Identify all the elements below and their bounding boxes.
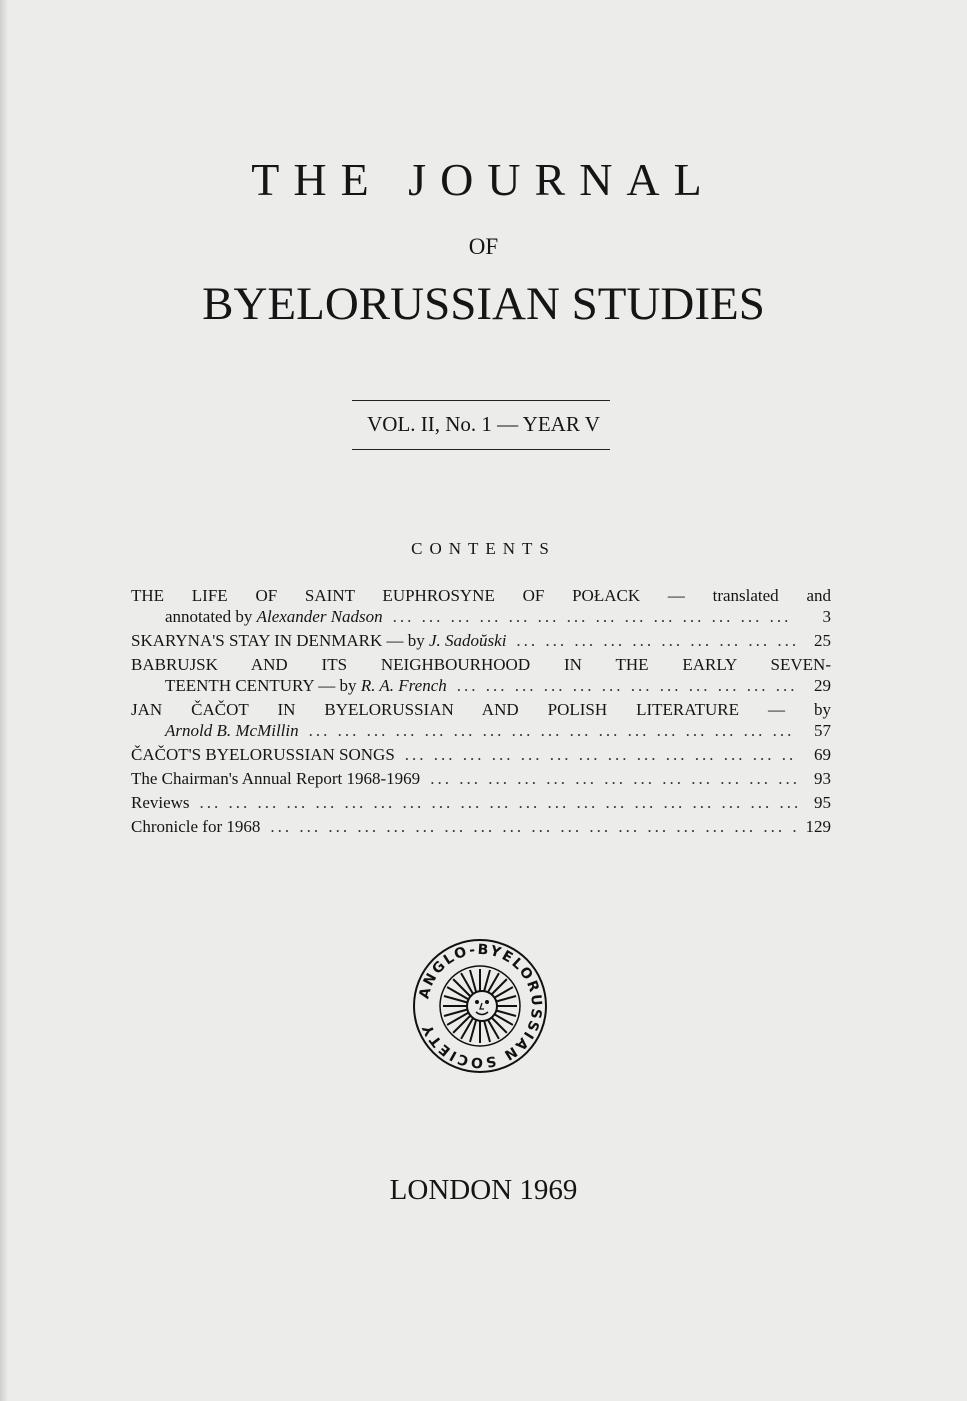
toc-entry-title: ČAČOT'S BYELORUSSIAN SONGS <box>131 745 395 764</box>
toc-entry <box>131 744 831 765</box>
dot-leader <box>430 768 797 789</box>
toc-entry-author: Alexander Nadson <box>256 607 383 626</box>
toc-entry-title-cont: annotated by <box>165 607 257 626</box>
dot-leader <box>393 606 797 627</box>
volume-rule-top <box>352 400 610 401</box>
toc-entry-page: 29 <box>814 676 831 695</box>
dot-leader <box>405 744 797 765</box>
volume-line: VOL. II, No. 1 — YEAR V <box>367 412 600 436</box>
dot-leader <box>200 792 797 813</box>
table-of-contents <box>131 585 831 840</box>
volume-rule-bottom <box>352 449 610 450</box>
toc-entry-page: 95 <box>814 793 831 812</box>
toc-entry-page: 69 <box>814 745 831 764</box>
toc-entry-page: 57 <box>814 721 831 740</box>
toc-entry <box>131 699 831 741</box>
toc-entry-page: 3 <box>822 607 831 626</box>
toc-entry-title: Reviews <box>131 793 190 812</box>
society-seal-icon <box>410 936 550 1076</box>
toc-entry <box>131 792 831 813</box>
toc-entry-title: SKARYNA'S STAY IN DENMARK — by <box>131 631 429 650</box>
toc-entry-title-cont: TEENTH CENTURY — by <box>165 676 361 695</box>
toc-entry-title: Chronicle for 1968 <box>131 817 261 836</box>
toc-entry-author: R. A. French <box>360 676 447 695</box>
journal-title-line2: OF <box>468 234 499 259</box>
toc-entry <box>131 816 831 837</box>
journal-title-line3: BYELORUSSIAN STUDIES <box>202 278 765 330</box>
toc-entry-page: 93 <box>814 769 831 788</box>
toc-entry-author: J. Sadoŭski <box>428 631 507 650</box>
dot-leader <box>516 630 797 651</box>
journal-title-line1: THE JOURNAL <box>251 154 716 205</box>
dot-leader <box>270 816 797 837</box>
seal-text: ANGLO-BYELORUSSIAN SOCIETY <box>416 941 545 1071</box>
imprint-place-year: LONDON 1969 <box>389 1174 578 1206</box>
contents-heading: CONTENTS <box>411 539 556 558</box>
toc-entry <box>131 768 831 789</box>
toc-entry <box>131 654 831 696</box>
toc-entry-page: 25 <box>814 631 831 650</box>
toc-entry-title: The Chairman's Annual Report 1968-1969 <box>131 769 421 788</box>
toc-entry-page: 129 <box>805 817 831 836</box>
toc-entry-title: JAN ČAČOT IN BYELORUSSIAN AND POLISH LITERATURE — by <box>131 700 831 719</box>
toc-entry-author: Arnold B. McMillin <box>165 721 299 740</box>
toc-entry-title: BABRUJSK AND ITS NEIGHBOURHOOD IN THE EARLY SEVEN- <box>131 655 831 674</box>
dot-leader <box>457 675 797 696</box>
toc-entry-title: THE LIFE OF SAINT EUPHROSYNE OF POŁACK — translated and <box>131 586 831 605</box>
toc-entry <box>131 585 831 627</box>
dot-leader <box>309 720 797 741</box>
toc-entry <box>131 630 831 651</box>
